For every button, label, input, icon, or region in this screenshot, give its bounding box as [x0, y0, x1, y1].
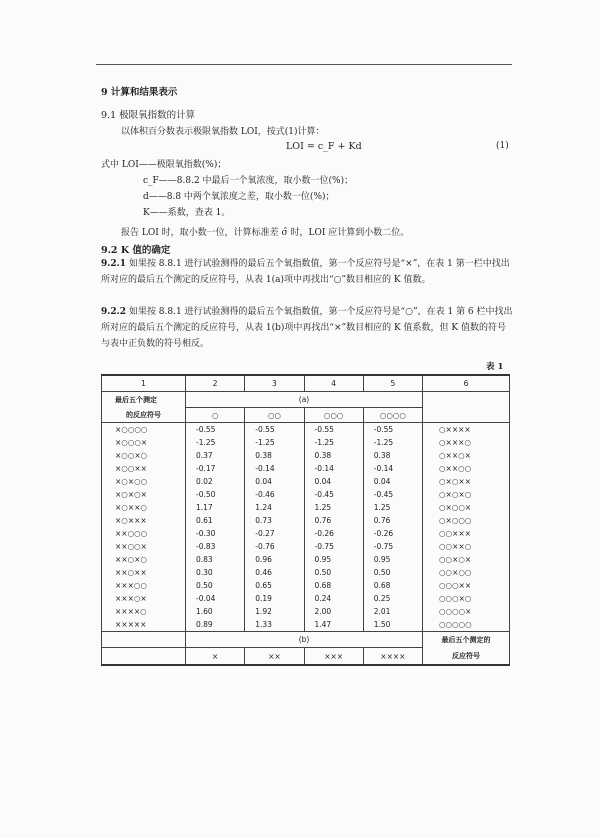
- table-row: [102, 436, 510, 449]
- column-number: 6: [423, 375, 510, 392]
- k-value-cell: -0.27: [245, 527, 304, 540]
- k-value-cell: 0.95: [363, 553, 422, 566]
- response-code-b-cell: ○○○○×: [423, 605, 510, 618]
- response-code-cell: ×○○○○: [102, 423, 186, 437]
- column-number: 2: [186, 375, 245, 392]
- table-row: [102, 605, 510, 618]
- response-code-cell: ×○○○×: [102, 436, 186, 449]
- response-code-b-cell: ○××××: [423, 423, 510, 437]
- table-column-numbers: [102, 375, 510, 392]
- definition-cf: c_F——8.8.2 中最后一个氧浓度，取小数一位(%)；: [143, 176, 354, 186]
- k-value-cell: 0.37: [186, 449, 245, 462]
- table-row: [102, 488, 510, 501]
- blank-cell: [102, 648, 186, 666]
- k-value-cell: -0.55: [363, 423, 422, 437]
- table-a-headers: [102, 408, 510, 423]
- response-code-b-cell: ○○×××: [423, 527, 510, 540]
- blank-cell: [423, 408, 510, 423]
- response-code-b-cell: ○○○×○: [423, 592, 510, 605]
- group-b-label: (b): [186, 632, 423, 648]
- paragraph-9-2-2-label: 9.2.2: [101, 307, 127, 317]
- table-row: [102, 540, 510, 553]
- k-value-cell: -1.25: [363, 436, 422, 449]
- k-value-cell: 0.50: [363, 566, 422, 579]
- k-value-cell: 1.25: [304, 501, 363, 514]
- a-header: ○○○: [304, 408, 363, 423]
- table-row: [102, 501, 510, 514]
- response-code-b-cell: ○○×○×: [423, 553, 510, 566]
- response-code-b-cell: ○○○××: [423, 579, 510, 592]
- table-row: [102, 566, 510, 579]
- k-value-cell: -0.55: [245, 423, 304, 437]
- response-code-b-cell: ○○○○○: [423, 618, 510, 632]
- k-value-cell: -0.83: [186, 540, 245, 553]
- table-row: [102, 579, 510, 592]
- first-col-label-2: 的反应符号: [102, 408, 186, 423]
- section-9-heading: 9 计算和结果表示: [101, 87, 178, 98]
- table-caption: 表 1: [486, 362, 504, 372]
- response-code-b-cell: ○×○××: [423, 475, 510, 488]
- response-code-cell: ××○××: [102, 566, 186, 579]
- response-code-cell: ×××○○: [102, 579, 186, 592]
- k-value-cell: 2.01: [363, 605, 422, 618]
- k-value-cell: 1.24: [245, 501, 304, 514]
- blank-cell: [102, 632, 186, 648]
- b-header: ××××: [363, 648, 422, 666]
- k-value-cell: -1.25: [304, 436, 363, 449]
- table-row: [102, 423, 510, 437]
- k-value-cell: -0.26: [363, 527, 422, 540]
- table-group-b-row: [102, 632, 510, 648]
- column-number: 4: [304, 375, 363, 392]
- k-value-cell: 0.68: [363, 579, 422, 592]
- a-header: ○○○○: [363, 408, 422, 423]
- k-value-cell: -0.76: [245, 540, 304, 553]
- k-value-cell: 0.83: [186, 553, 245, 566]
- response-code-cell: ×××××: [102, 618, 186, 632]
- k-value-cell: 0.95: [304, 553, 363, 566]
- response-code-cell: ×○○××: [102, 462, 186, 475]
- definition-k: K——系数，查表 1。: [143, 208, 231, 218]
- k-value-cell: 0.38: [304, 449, 363, 462]
- table-row: [102, 618, 510, 632]
- response-code-b-cell: ○×××○: [423, 436, 510, 449]
- definition-loi: 式中 LOI——极限氧指数(%)；: [101, 160, 227, 170]
- paragraph-9-2-2: [101, 304, 513, 352]
- column-number: 1: [102, 375, 186, 392]
- k-value-cell: -1.25: [186, 436, 245, 449]
- paragraph-9-2-1: [101, 256, 513, 288]
- k-value-cell: -0.04: [186, 592, 245, 605]
- k-value-cell: 0.61: [186, 514, 245, 527]
- loi-formula: LOI = c_F + Kd: [286, 141, 362, 152]
- response-code-b-cell: ○○××○: [423, 540, 510, 553]
- table-row: [102, 592, 510, 605]
- table-group-a-row: [102, 392, 510, 408]
- section-9-1-heading: 9.1 极限氧指数的计算: [101, 110, 196, 121]
- k-value-table: [101, 374, 510, 666]
- k-value-cell: -0.75: [363, 540, 422, 553]
- k-value-cell: 0.38: [363, 449, 422, 462]
- k-value-cell: 0.38: [245, 449, 304, 462]
- table-b-headers: [102, 648, 510, 666]
- k-value-cell: -0.45: [363, 488, 422, 501]
- a-header: ○○: [245, 408, 304, 423]
- k-value-cell: 0.76: [363, 514, 422, 527]
- paragraph-9-2-1-label: 9.2.1: [101, 259, 127, 269]
- response-code-b-cell: ○××○×: [423, 449, 510, 462]
- k-value-cell: 0.24: [304, 592, 363, 605]
- k-value-cell: 1.17: [186, 501, 245, 514]
- column-number: 3: [245, 375, 304, 392]
- k-value-cell: -0.30: [186, 527, 245, 540]
- response-code-cell: ×○×○○: [102, 475, 186, 488]
- response-code-cell: ××××○: [102, 605, 186, 618]
- table-row: [102, 527, 510, 540]
- k-value-cell: 0.25: [363, 592, 422, 605]
- k-value-cell: -0.45: [304, 488, 363, 501]
- k-value-cell: 2.00: [304, 605, 363, 618]
- response-code-b-cell: ○×○×○: [423, 488, 510, 501]
- k-value-cell: 0.68: [304, 579, 363, 592]
- table-row: [102, 449, 510, 462]
- k-value-cell: 0.04: [245, 475, 304, 488]
- response-code-cell: ×××○×: [102, 592, 186, 605]
- response-code-cell: ××○○×: [102, 540, 186, 553]
- k-value-cell: 1.33: [245, 618, 304, 632]
- definition-d: d——8.8 中两个氧浓度之差，取小数一位(%)；: [143, 192, 335, 202]
- k-value-cell: 0.19: [245, 592, 304, 605]
- k-value-cell: 0.02: [186, 475, 245, 488]
- k-value-cell: 1.92: [245, 605, 304, 618]
- last-col-label-1: 最后五个测定的: [423, 632, 510, 648]
- b-header: ×××: [304, 648, 363, 666]
- k-value-cell: 0.89: [186, 618, 245, 632]
- k-value-cell: 0.46: [245, 566, 304, 579]
- k-value-cell: -0.14: [304, 462, 363, 475]
- k-value-cell: 0.76: [304, 514, 363, 527]
- k-value-cell: 0.04: [304, 475, 363, 488]
- response-code-cell: ×○○×○: [102, 449, 186, 462]
- b-header: ×: [186, 648, 245, 666]
- k-value-cell: -0.55: [304, 423, 363, 437]
- k-value-cell: 1.60: [186, 605, 245, 618]
- equation-number: (1): [496, 141, 509, 151]
- response-code-cell: ×○×××: [102, 514, 186, 527]
- k-value-cell: 0.65: [245, 579, 304, 592]
- paragraph-9-2-1-text: 如果按 8.8.1 进行试验测得的最后五个氧指数值，第一个反应符号是“×”，在表 1 第一栏中找出所对应的最后五个测定的反应符号，从表 1(a)项中再找出“○”数目相应的 K 值数。: [101, 259, 510, 285]
- paragraph-9-2-2-text: 如果按 8.8.1 进行试验测得的最后五个氧指数值，第一个反应符号是“○”，在表 1 第 6 栏中找出所对应的最后五个测定的反应符号，从表 1(b)项中再找出“×”数目相应的 K 值系数，但 K 值数的符号与表中正负数的符号相反。: [101, 307, 513, 349]
- k-value-cell: 0.50: [186, 579, 245, 592]
- k-value-cell: -0.46: [245, 488, 304, 501]
- first-col-label-1: 最后五个测定: [102, 392, 186, 408]
- response-code-b-cell: ○×○○×: [423, 501, 510, 514]
- k-value-cell: -0.75: [304, 540, 363, 553]
- k-value-cell: 1.47: [304, 618, 363, 632]
- top-rule: [96, 64, 512, 65]
- response-code-b-cell: ○○×○○: [423, 566, 510, 579]
- blank-cell: [423, 392, 510, 408]
- a-header: ○: [186, 408, 245, 423]
- k-value-cell: 1.25: [363, 501, 422, 514]
- column-number: 5: [363, 375, 422, 392]
- b-header: ××: [245, 648, 304, 666]
- k-value-cell: -1.25: [245, 436, 304, 449]
- k-value-cell: -0.14: [245, 462, 304, 475]
- k-value-cell: 0.73: [245, 514, 304, 527]
- k-value-cell: 0.50: [304, 566, 363, 579]
- group-a-label: (a): [186, 392, 423, 408]
- k-value-cell: 0.30: [186, 566, 245, 579]
- last-col-label-2: 反应符号: [423, 648, 510, 666]
- k-value-cell: -0.55: [186, 423, 245, 437]
- response-code-cell: ×○×○×: [102, 488, 186, 501]
- table-row: [102, 514, 510, 527]
- report-note: 报告 LOI 时，取小数一位，计算标准差 σ̂ 时，LOI 应计算到小数二位。: [121, 228, 410, 238]
- k-value-cell: 0.04: [363, 475, 422, 488]
- k-value-cell: 0.96: [245, 553, 304, 566]
- section-9-2-heading: 9.2 K 值的确定: [101, 245, 171, 256]
- table-row: [102, 462, 510, 475]
- k-value-cell: -0.50: [186, 488, 245, 501]
- response-code-b-cell: ○×○○○: [423, 514, 510, 527]
- table-row: [102, 475, 510, 488]
- k-value-cell: -0.14: [363, 462, 422, 475]
- k-value-cell: -0.26: [304, 527, 363, 540]
- table-row: [102, 553, 510, 566]
- k-value-cell: 1.50: [363, 618, 422, 632]
- section-9-1-intro: 以体积百分数表示极限氧指数 LOI，按式(1)计算：: [121, 127, 325, 137]
- response-code-cell: ××○○○: [102, 527, 186, 540]
- response-code-cell: ××○×○: [102, 553, 186, 566]
- response-code-cell: ×○××○: [102, 501, 186, 514]
- k-value-cell: -0.17: [186, 462, 245, 475]
- response-code-b-cell: ○××○○: [423, 462, 510, 475]
